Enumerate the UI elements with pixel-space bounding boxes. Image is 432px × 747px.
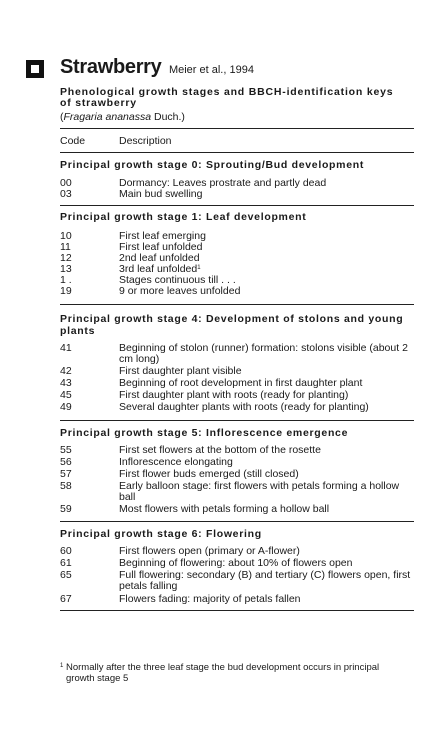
row-code: 65 [60, 569, 72, 581]
row-description: Flowers fading: majority of petals fallen [119, 593, 301, 605]
row-code: 03 [60, 188, 72, 200]
row-description: 2nd leaf unfolded [119, 252, 200, 264]
subtitle: Phenological growth stages and BBCH-identification keys of strawberry [60, 86, 394, 109]
latin-name-line [60, 112, 185, 123]
section-rule [60, 304, 414, 305]
row-code: 13 [60, 263, 72, 275]
stage-1-title: Principal growth stage 1: Leaf development [60, 211, 307, 223]
row-code: 19 [60, 285, 72, 297]
row-description: Early balloon stage: first flowers with petals forming a hollow ball [119, 480, 400, 503]
row-description: Beginning of flowering: about 10% of flowers open [119, 557, 353, 569]
footnote [60, 662, 400, 684]
row-code: 49 [60, 401, 72, 413]
stage-4-title: Principal growth stage 4: Development of stolons and young plants [60, 313, 404, 337]
title-text: Strawberry [60, 56, 162, 78]
row-description: First daughter plant visible [119, 365, 242, 377]
footnote-text-continued: growth stage 5 [66, 673, 129, 684]
row-code: 59 [60, 503, 72, 515]
footnote-text: Normally after the three leaf stage the bud development occurs in principal [65, 662, 380, 673]
latin-authority: Duch.) [151, 111, 185, 123]
row-code: 61 [60, 557, 72, 569]
row-description: Stages continuous till . . . [119, 274, 236, 286]
stage-6-title: Principal growth stage 6: Flowering [60, 528, 262, 540]
bottom-rule [60, 610, 414, 611]
footnote-number: 1 [60, 663, 64, 669]
header-marker [26, 57, 44, 81]
row-description: First leaf unfolded [119, 241, 203, 253]
row-description: Most flowers with petals forming a hollow ball [119, 503, 330, 515]
section-rule [60, 205, 414, 206]
row-code: 56 [60, 456, 72, 468]
row-description: First flower buds emerged (still closed) [119, 468, 299, 480]
header-rule [60, 152, 414, 153]
latin-name: Fragaria ananassa [63, 111, 152, 123]
row-code: 10 [60, 230, 72, 242]
row-code: 55 [60, 444, 72, 456]
row-description: Inflorescence elongating [119, 456, 233, 468]
row-code: 12 [60, 252, 72, 264]
row-code: 57 [60, 468, 72, 480]
column-description-header: Description [119, 135, 172, 147]
title-author: Meier et al., 1994 [168, 64, 254, 76]
row-description: Several daughter plants with roots (ready for planting) [119, 401, 369, 413]
latin-open-paren: ( [60, 111, 64, 123]
stage-5-title: Principal growth stage 5: Inflorescence emergence [60, 427, 349, 439]
stage-0-title: Principal growth stage 0: Sprouting/Bud development [60, 159, 365, 171]
row-description-text: 3rd leaf unfolded [119, 263, 198, 275]
row-code: 1 . [60, 274, 72, 286]
row-code: 11 [60, 241, 71, 253]
row-code: 42 [60, 365, 72, 377]
page-title [60, 56, 254, 79]
square-bullet-icon [26, 60, 44, 78]
row-description: Main bud swelling [119, 188, 203, 200]
row-description: Beginning of stolon (runner) formation: stolons visible (about 2 cm long) [119, 342, 408, 365]
row-description: First daughter plant with roots (ready for planting) [119, 389, 349, 401]
row-code: 45 [60, 389, 72, 401]
section-rule [60, 521, 414, 522]
row-code: 58 [60, 480, 72, 492]
row-description: Full flowering: secondary (B) and tertiary (C) flowers open, first petals falling [119, 569, 411, 592]
row-description: First set flowers at the bottom of the rosette [119, 444, 321, 456]
top-rule [60, 128, 414, 129]
row-code: 67 [60, 593, 72, 605]
section-rule [60, 420, 414, 421]
row-code: 00 [60, 177, 72, 189]
row-code: 41 [60, 342, 72, 354]
row-description: Dormancy: Leaves prostrate and partly dead [119, 177, 327, 189]
row-description: First flowers open (primary or A-flower) [119, 545, 300, 557]
row-description: First leaf emerging [119, 230, 206, 242]
footnote-marker: 1 [197, 265, 201, 271]
column-code-header: Code [60, 135, 86, 147]
row-code: 60 [60, 545, 72, 557]
row-description: 9 or more leaves unfolded [119, 285, 241, 297]
row-code: 43 [60, 377, 72, 389]
row-description: Beginning of root development in first daughter plant [119, 377, 363, 389]
